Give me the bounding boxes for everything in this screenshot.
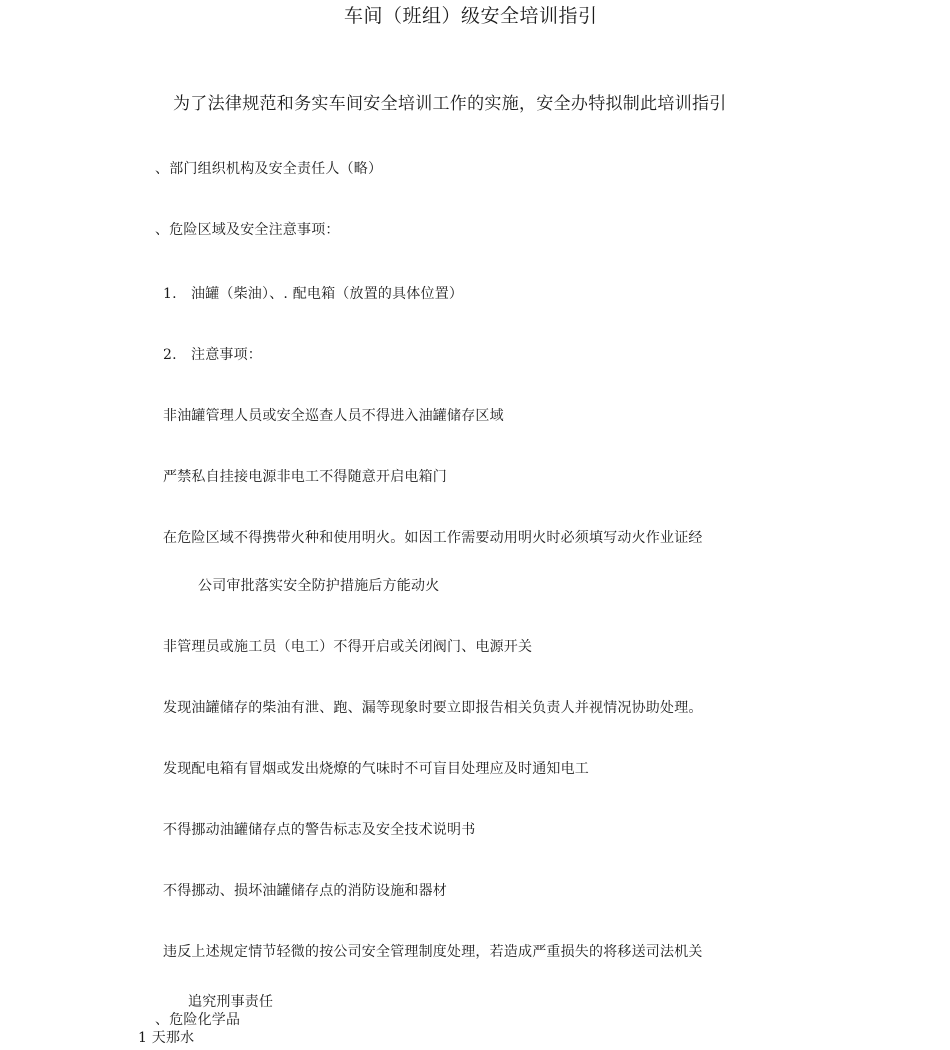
chemical-list-item: 1 天那水	[138, 1030, 195, 1046]
rule-line: 违反上述规定情节轻微的按公司安全管理制度处理，若造成严重损失的将移送司法机关	[163, 944, 703, 960]
rule-line: 不得挪动油罐储存点的警告标志及安全技术说明书	[163, 822, 476, 838]
rule-line-continuation: 公司审批落实安全防护措施后方能动火	[198, 578, 440, 594]
list-item-text: 注意事项：	[191, 347, 262, 363]
section-danger-area-heading: 、危险区域及安全注意事项：	[155, 222, 340, 238]
rule-line: 在危险区域不得携带火种和使用明火。如因工作需要动用明火时必须填写动火作业证经	[163, 530, 703, 546]
section-chemicals-heading: 、危险化学品	[155, 1012, 241, 1028]
rule-line: 严禁私自挂接电源非电工不得随意开启电箱门	[163, 469, 447, 485]
rule-line: 发现油罐储存的柴油有泄、跑、漏等现象时要立即报告相关负责人并视情况协助处理。	[163, 700, 703, 716]
rule-line-continuation: 追究刑事责任	[188, 994, 274, 1010]
list-item-number: 1.	[163, 286, 177, 302]
list-item	[163, 285, 463, 303]
rule-line: 非油罐管理人员或安全巡查人员不得进入油罐储存区域	[163, 408, 504, 424]
document-title: 车间（班组）级安全培训指引	[344, 5, 598, 27]
rule-line: 非管理员或施工员（电工）不得开启或关闭阀门、电源开关	[163, 639, 533, 655]
intro-paragraph: 为了法律规范和务实车间安全培训工作的实施，安全办特拟制此培训指引	[173, 94, 727, 114]
list-item	[163, 346, 262, 364]
section-org-heading: 、部门组织机构及安全责任人（略）	[155, 161, 383, 177]
list-item-text: 油罐（柴油）、. 配电箱（放置的具体位置）	[191, 286, 464, 302]
list-item-number: 2.	[163, 347, 177, 363]
rule-line: 发现配电箱有冒烟或发出烧燎的气味时不可盲目处理应及时通知电工	[163, 761, 589, 777]
rule-line: 不得挪动、损坏油罐储存点的消防设施和器材	[163, 883, 447, 899]
